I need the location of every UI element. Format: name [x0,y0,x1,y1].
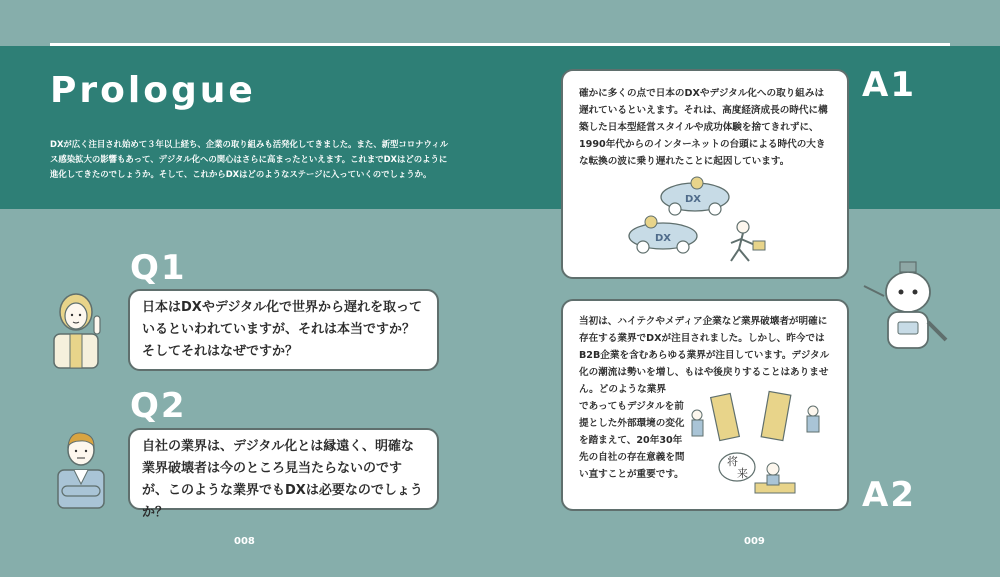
bubble-word-1: 将 [727,455,738,468]
robot-illustration [862,256,958,352]
a2-answer-side: であってもデジタルを前提とした外部環境の変化を踏まえて、20年30年先の自社の存在意義を問い直すことが重要です。 [579,401,685,480]
a1-bubble [561,69,849,279]
q2-bubble [128,428,439,520]
woman-thinking-illustration [44,286,110,370]
page-number-right: 009 [744,536,765,547]
car-illustration [655,173,735,217]
q1-bubble [128,289,439,371]
collapsing-buildings-illustration [689,389,829,501]
q2-question: 自社の業界は、デジタル化とは縁遠く、明確な業界破壊者は今のところ見当たらないのですが、このような業界でもDXは必要なのでしょうか？ [142,439,423,520]
a2-bubble [561,299,849,511]
page-number-left: 008 [234,536,255,547]
a2-label: A2 [862,475,916,515]
intro-paragraph: DXが広く注目され始めて３年以上経ち、企業の取り組みも活発化してきました。また、新型コロナウィルス感染拡大の影響もあって、デジタル化への関心はさらに高まったといえます。これまでDXはどのように進化してきたのでしょうか。そして、これからDXはどのようなステージに入っていくのでしょうか。 [50,139,449,179]
running-man-illustration [725,219,775,265]
a1-label: A1 [862,65,916,105]
car-label-1: DX [685,194,702,205]
q1-label: Q1 [130,248,187,288]
a1-answer: 確かに多くの点で日本のDXやデジタル化への取り組みは遅れているといえます。それは、高度経済成長の時代に構築した日本型経営スタイルや成功体験を捨てきれずに、1990年代からのインターネットの台頭による時代の大きな転換の波に乗り遅れたことに起因しています。 [579,88,828,167]
man-crossed-arms-illustration [50,424,112,510]
a2-answer-top: 当初は、ハイテクやメディア企業など業界破壊者が明確に存在する業界でDXが注目されました。しかし、昨今ではB2B企業を含むあらゆる業界が注目しています。デジタル化の潮流は勢いを増し、もはや後戻りすることはありません。どのような業界 [579,316,830,395]
car-illustration-2 [623,214,705,256]
page-title: Prologue [50,70,256,111]
q1-question: 日本はDXやデジタル化で世界から遅れを取っているといわれていますが、それは本当ですか？そしてそれはなぜですか？ [142,300,423,359]
car-label-2: DX [655,233,672,244]
bubble-word-2: 来 [737,467,748,480]
q2-label: Q2 [130,386,187,426]
